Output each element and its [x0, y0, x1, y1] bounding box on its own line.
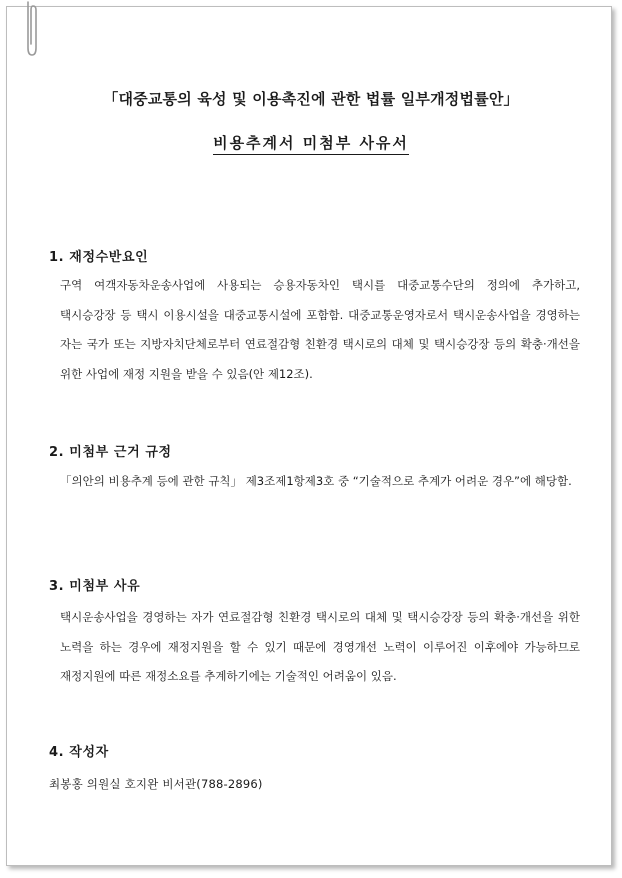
- document-subtitle-wrapper: [0, 132, 622, 155]
- author-info: 최봉홍 의원실 호지완 비서관(788-2896): [49, 777, 263, 791]
- section-body-reason: 택시운송사업을 경영하는 자가 연료절감형 친환경 택시로의 대체 및 택시승강장 등의 확충·개선을 위한 노력을 하는 경우에 재정지원을 할 수 있기 때문에 경영개선 노력이 이루어진 이후에야 가능하므로 재정지원에 따른 재정소요를 추계하기에는 기술적인 어려움이 있음.: [60, 610, 580, 683]
- document-title: 「대중교통의 육성 및 이용촉진에 관한 법률 일부개정법률안」: [103, 90, 519, 108]
- section-heading-fiscal-factors: 1. 재정수반요인: [49, 250, 149, 265]
- paperclip-icon: [24, 0, 38, 58]
- section-heading-author: 4. 작성자: [49, 745, 109, 760]
- section-body-fiscal-factors: 구역 여객자동차운송사업에 사용되는 승용자동차인 택시를 대중교통수단의 정의에 추가하고, 택시승강장 등 택시 이용시설을 대중교통시설에 포함함. 대중교통운영자로서 택시운송사업을 경영하는 자는 국가 또는 지방자치단체로부터 연료절감형 친환경 택시로의 대체 및 택시승강장 등의 확충·개선을 위한 사업에 재정 지원을 받을 수 있음(안 제12조).: [60, 278, 580, 381]
- section-heading-basis: 2. 미첨부 근거 규정: [49, 445, 172, 460]
- document-subtitle: 비용추계서 미첨부 사유서: [213, 132, 409, 155]
- section-body-basis: 「의안의 비용추계 등에 관한 규칙」 제3조제1항제3호 중 “기술적으로 추계가 어려운 경우”에 해당함.: [60, 474, 572, 488]
- section-heading-reason: 3. 미첨부 사유: [49, 579, 141, 594]
